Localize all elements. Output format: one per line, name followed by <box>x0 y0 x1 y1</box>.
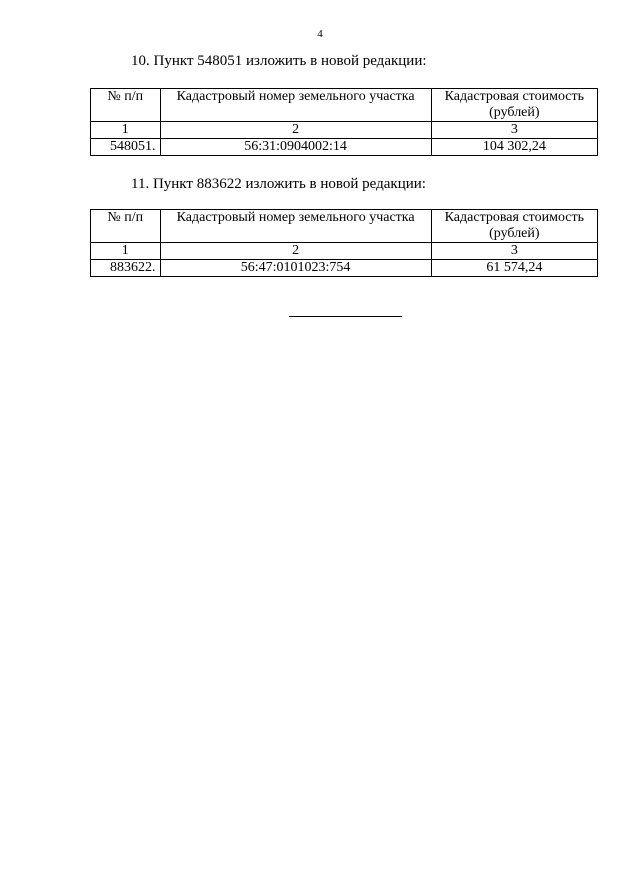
row-cadastral-cell: 56:31:0904002:14 <box>160 139 431 156</box>
table-numbering-row <box>91 122 598 139</box>
row-number-cell: 548051. <box>91 139 161 156</box>
table-row <box>91 260 598 277</box>
item-10-table <box>90 88 598 156</box>
row-number-cell: 883622. <box>91 260 161 277</box>
numbering-cell: 3 <box>431 122 597 139</box>
row-value-cell: 61 574,24 <box>431 260 597 277</box>
header-value-line2: (рублей) <box>489 105 540 120</box>
header-value-cell <box>431 89 597 122</box>
table-row <box>91 139 598 156</box>
header-value-line1: Кадастровая стоимость <box>444 210 585 225</box>
table-header-row <box>91 210 598 243</box>
header-value-line1: Кадастровая стоимость <box>444 89 585 104</box>
numbering-cell: 2 <box>160 122 431 139</box>
page-number: 4 <box>317 28 323 40</box>
header-value-cell <box>431 210 597 243</box>
row-cadastral-cell: 56:47:0101023:754 <box>160 260 431 277</box>
numbering-cell: 3 <box>431 243 597 260</box>
header-number-cell: № п/п <box>91 210 161 243</box>
header-cadastral-cell: Кадастровый номер земельного участка <box>160 210 431 243</box>
header-value-line2: (рублей) <box>489 226 540 241</box>
row-value-cell: 104 302,24 <box>431 139 597 156</box>
end-divider-line <box>289 316 402 317</box>
item-10-heading: 10. Пункт 548051 изложить в новой редакции: <box>131 53 427 69</box>
numbering-cell: 2 <box>160 243 431 260</box>
header-number-cell: № п/п <box>91 89 161 122</box>
numbering-cell: 1 <box>91 122 161 139</box>
table-header-row <box>91 89 598 122</box>
item-11-table <box>90 209 598 277</box>
header-cadastral-cell: Кадастровый номер земельного участка <box>160 89 431 122</box>
item-11-heading: 11. Пункт 883622 изложить в новой редакции: <box>131 176 426 192</box>
table-numbering-row <box>91 243 598 260</box>
numbering-cell: 1 <box>91 243 161 260</box>
